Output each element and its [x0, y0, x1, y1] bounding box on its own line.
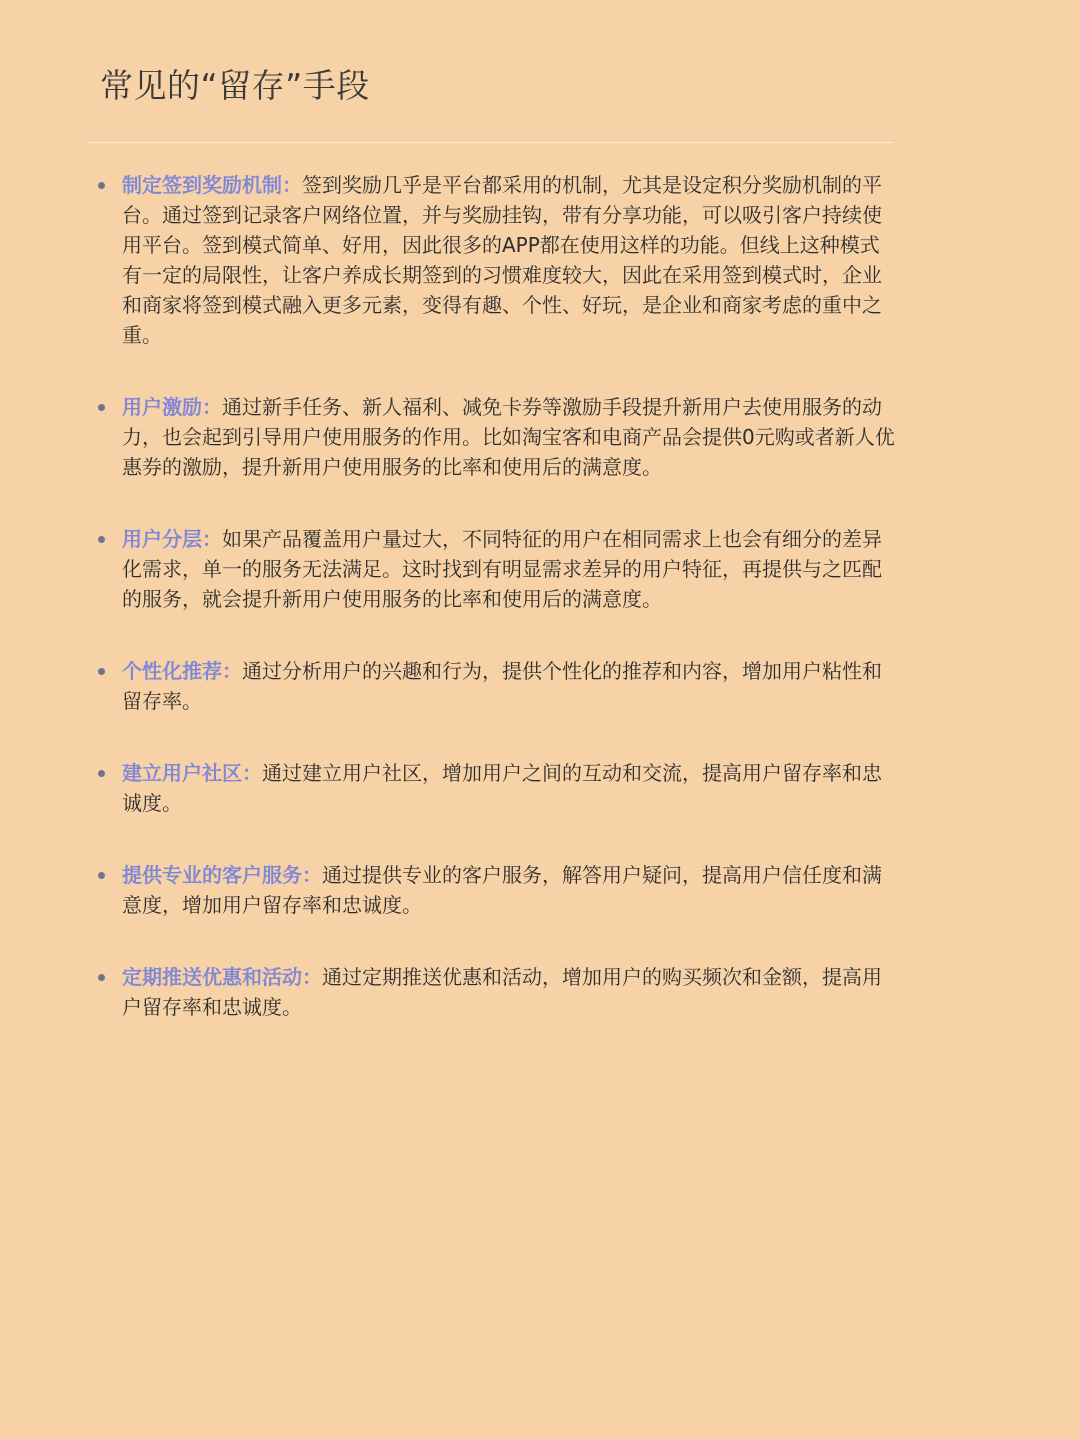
bullet-dot: [98, 668, 105, 675]
item-term: 提供专业的客户服务：: [122, 863, 322, 887]
item-description: 通过分析用户的兴趣和行为，提供个性化的推荐和内容，增加用户粘性和留存率。: [122, 659, 882, 713]
bullet-dot: [98, 770, 105, 777]
item-description: 通过新手任务、新人福利、减免卡券等激励手段提升新用户去使用服务的动力，也会起到引导用户使用服务的作用。比如淘宝客和电商产品会提供0元购或者新人优惠券的激励，提升新用户使用服务的比率和使用后的满意度。: [122, 395, 895, 479]
item-term: 定期推送优惠和活动：: [122, 965, 322, 989]
item-description: 签到奖励几乎是平台都采用的机制，尤其是设定积分奖励机制的平台。通过签到记录客户网络位置，并与奖励挂钩，带有分享功能，可以吸引客户持续使用平台。签到模式简单、好用，因此很多的APP都在使用这样的功能。但线上这种模式有一定的局限性，让客户养成长期签到的习惯难度较大，因此在采用签到模式时，企业和商家将签到模式融入更多元素，变得有趣、个性、好玩，是企业和商家考虑的重中之重。: [122, 173, 882, 347]
bullet-dot: [98, 536, 105, 543]
item-description: 如果产品覆盖用户量过大，不同特征的用户在相同需求上也会有细分的差异化需求，单一的服务无法满足。这时找到有明显需求差异的用户特征，再提供与之匹配的服务，就会提升新用户使用服务的比率和使用后的满意度。: [122, 527, 882, 611]
item-term: 用户分层：: [122, 527, 222, 551]
item-term: 个性化推荐：: [122, 659, 242, 683]
list-item: [96, 524, 896, 614]
item-description: 通过建立用户社区，增加用户之间的互动和交流，提高用户留存率和忠诚度。: [122, 761, 882, 815]
list-item: [96, 170, 896, 350]
list-item: [96, 962, 896, 1022]
bullet-dot: [98, 182, 105, 189]
item-term: 制定签到奖励机制：: [122, 173, 302, 197]
title-divider: [88, 142, 894, 143]
list-item: [96, 860, 896, 920]
item-description: 通过定期推送优惠和活动，增加用户的购买频次和金额，提高用户留存率和忠诚度。: [122, 965, 882, 1019]
page-title: 常见的“留存”手段: [100, 66, 370, 105]
retention-methods-list: [96, 170, 896, 1064]
bullet-dot: [98, 974, 105, 981]
list-item: [96, 392, 896, 482]
item-term: 用户激励：: [122, 395, 222, 419]
list-item: [96, 758, 896, 818]
bullet-dot: [98, 404, 105, 411]
bullet-dot: [98, 872, 105, 879]
list-item: [96, 656, 896, 716]
item-description: 通过提供专业的客户服务，解答用户疑问，提高用户信任度和满意度，增加用户留存率和忠诚度。: [122, 863, 882, 917]
item-term: 建立用户社区：: [122, 761, 262, 785]
